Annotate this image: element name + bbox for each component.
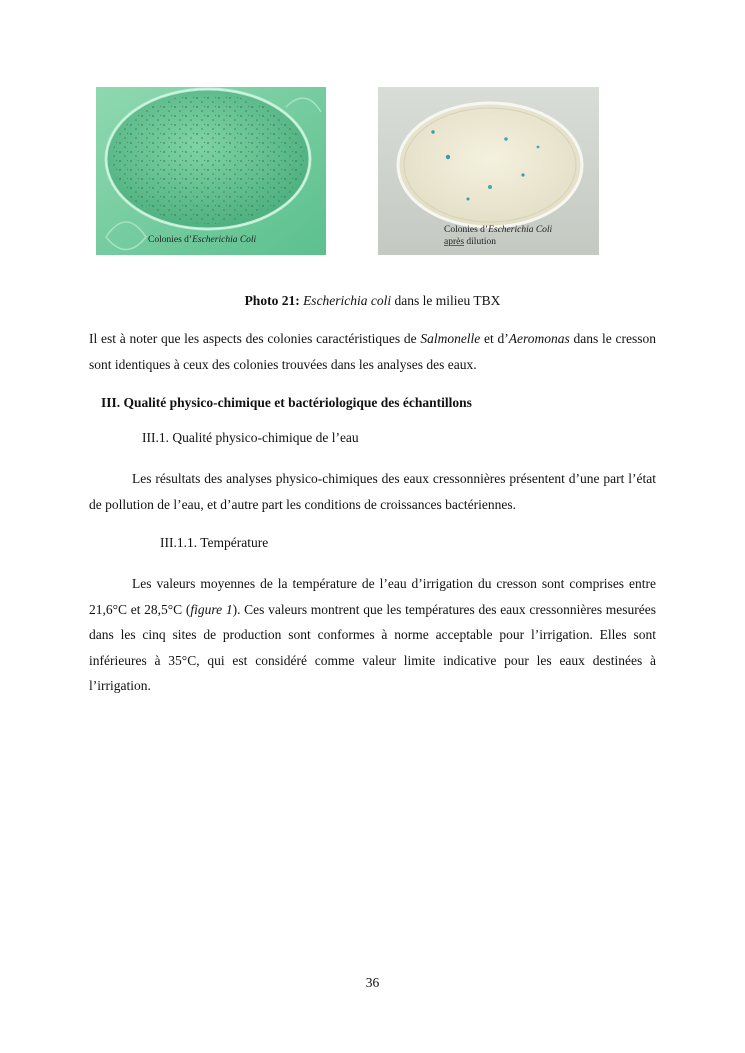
figure-caption-species: Escherichia coli <box>303 293 392 308</box>
petri-dish-dense-colonies-image <box>96 87 326 255</box>
paragraph-temperature <box>89 571 656 699</box>
caption-word-apres: après <box>444 237 465 247</box>
paragraph1-aeromonas: Aeromonas <box>508 331 570 346</box>
paragraph-colonies-note <box>89 326 656 377</box>
caption-dilution: dilution <box>464 237 496 247</box>
photo-left-caption <box>148 234 256 246</box>
figure-caption <box>0 293 745 309</box>
paragraph1-text-c: dans le cresson sont identiques à ceux des colonies trouvées dans les analyses des eaux. <box>89 331 657 372</box>
subsubsection-heading: III.1.1. Température <box>160 535 269 550</box>
page-number: 36 <box>365 975 380 990</box>
subsection-heading: III.1. Qualité physico-chimique de l’eau <box>142 430 359 445</box>
paragraph-results: Les résultats des analyses physico-chimiques des eaux cressonnières présentent d’une part l’état de pollution de l’eau, et d’autre part les conditions de croissances bactériennes. <box>89 471 656 512</box>
photo-right-petri-dish <box>378 87 599 255</box>
photo-right-caption <box>444 224 552 248</box>
caption-prefix: Colonies d’ <box>148 235 193 245</box>
paragraph3-text-b: ). Ces valeurs montrent que les températures des eaux cressonnières mesurées dans les cinq sites de production sont conformes à norme acceptable pour l’irrigation. Elles sont inférieures à 35°C, qui est considéré comme valeur limite indicative pour les eaux destinées à l’irrigation. <box>89 601 657 693</box>
photo-left-petri-dish <box>96 87 326 255</box>
paragraph1-salmonelle: Salmonelle <box>420 331 481 346</box>
caption-species: Escherichia Coli <box>192 235 257 245</box>
figure-caption-label: Photo 21: <box>244 293 300 308</box>
caption-species: Escherichia Coli <box>488 225 553 235</box>
figure-caption-rest: dans le milieu TBX <box>391 293 501 308</box>
paragraph1-text-b: et d’ <box>480 331 509 346</box>
section-heading: III. Qualité physico-chimique et bactériologique des échantillons <box>101 395 472 410</box>
caption-prefix: Colonies d’ <box>444 225 489 235</box>
paragraph3-figure-ref: figure 1 <box>190 601 233 617</box>
paragraph1-text-a: Il est à noter que les aspects des colonies caractéristiques de <box>89 331 421 346</box>
paragraph3-text-a: Les valeurs moyennes de la température de l’eau d’irrigation du cresson sont comprises entre 21,6°C et 28,5°C ( <box>89 576 656 617</box>
